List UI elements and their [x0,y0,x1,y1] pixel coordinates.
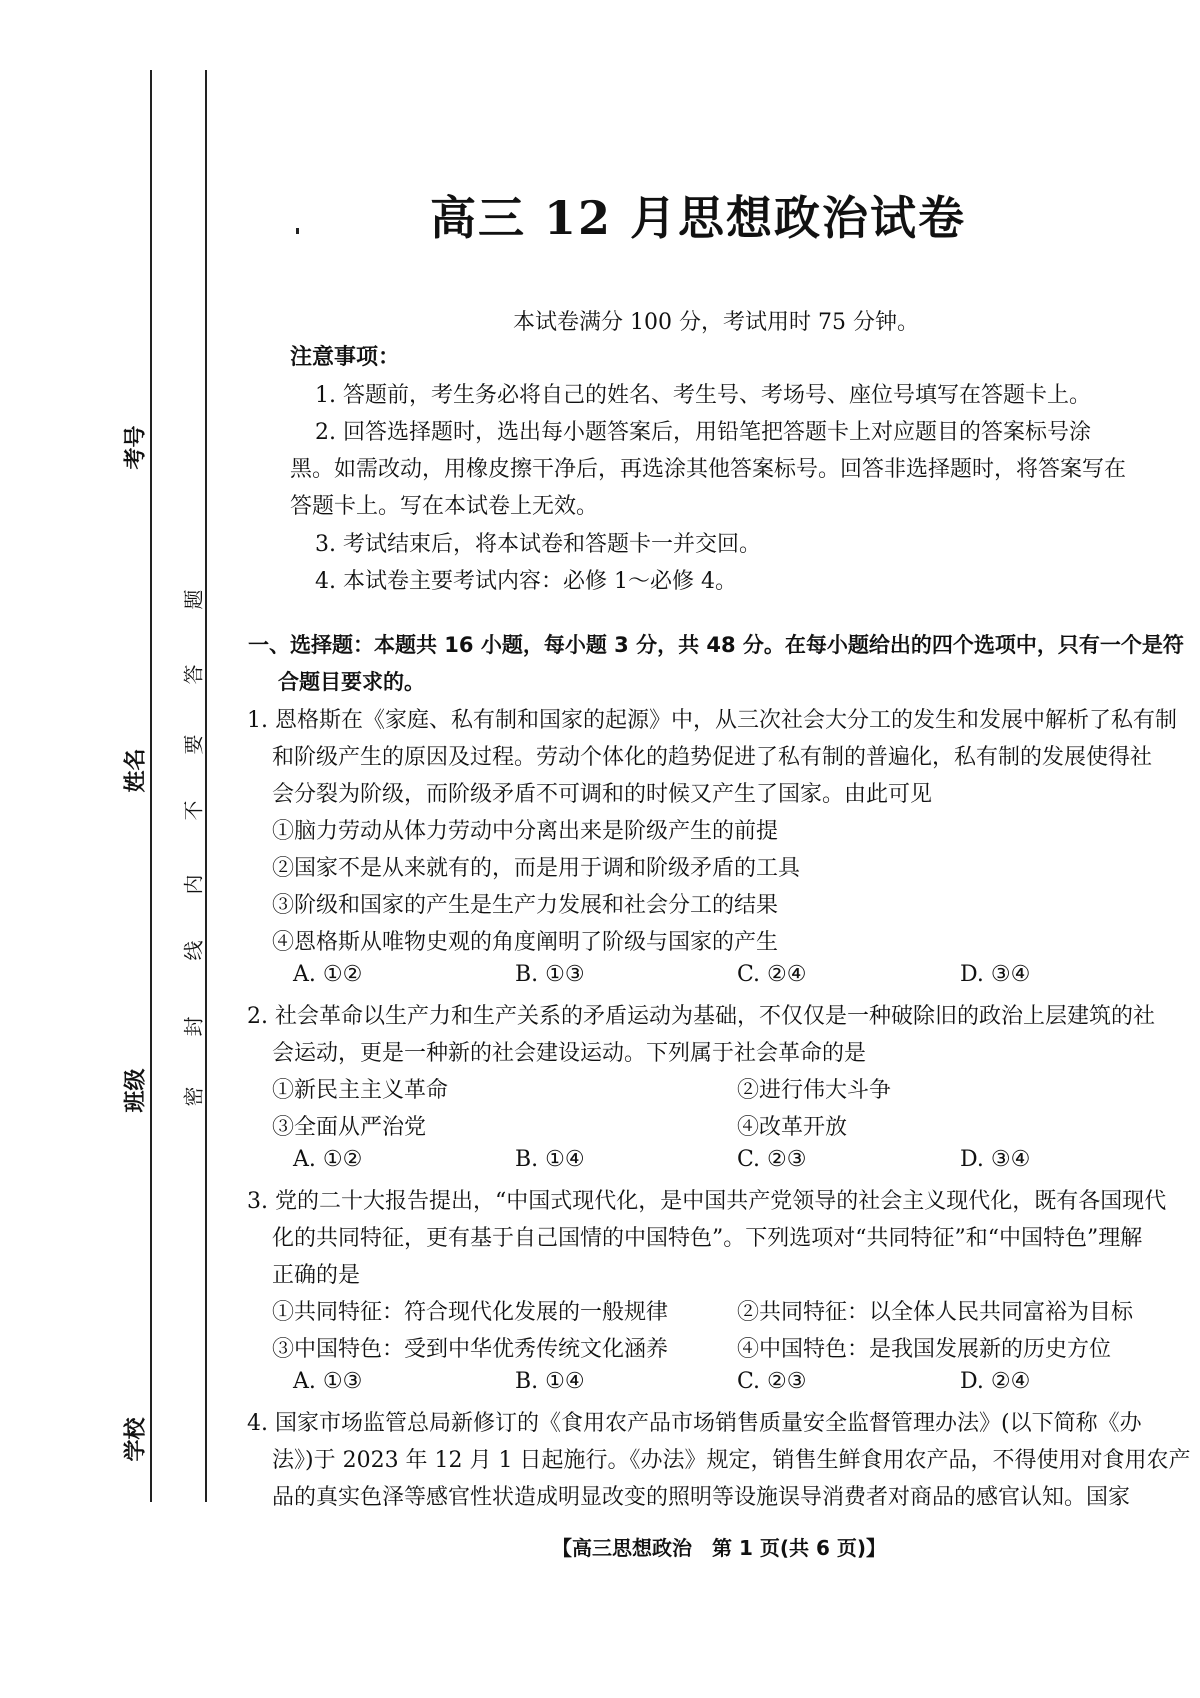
question-2-stem: 2. 社会革命以生产力和生产关系的矛盾运动为基础，不仅仅是一种破除旧的政治上层建筑的社 [247,1004,1155,1029]
question-1-stem: 1. 恩格斯在《家庭、私有制和国家的起源》中，从三次社会大分工的发生和发展中解析了私有制 [247,708,1177,733]
school-line[interactable] [150,1145,152,1395]
question-2-option-d: D. ③④ [960,1147,1031,1172]
seal-char: 线 [181,940,206,961]
field-label-exam-number: 考号 [123,425,149,470]
page-footer: 【高三思想政治 第 1 页(共 6 页)】 [552,1536,886,1560]
question-3-option-b: B. ①④ [515,1369,585,1394]
note-line: 2. 回答选择题时，选出每小题答案后，用铅笔把答题卡上对应题目的答案标号涂 [315,420,1091,445]
question-3-stem: 3. 党的二十大报告提出，“中国式现代化，是中国共产党领导的社会主义现代化，既有各国现代 [247,1189,1167,1214]
note-line: 1. 答题前，考生务必将自己的姓名、考生号、考场号、座位号填写在答题卡上。 [315,383,1091,408]
note-line: 3. 考试结束后，将本试卷和答题卡一并交回。 [315,532,761,557]
stray-mark [296,228,299,234]
question-4-stem: 品的真实色泽等感官性状造成明显改变的照明等设施误导消费者对商品的感官认知。国家 [272,1485,1131,1510]
binding-line-inner [205,70,207,1502]
note-line: 答题卡上。写在本试卷上无效。 [290,494,599,519]
question-3-item: ①共同特征：符合现代化发展的一般规律 [272,1300,669,1325]
question-3-option-a: A. ①③ [293,1369,363,1394]
question-1-item: ②国家不是从来就有的，而是用于调和阶级矛盾的工具 [272,856,801,881]
exam-info: 本试卷满分 100 分，考试用时 75 分钟。 [513,310,919,335]
question-3-item: ④中国特色：是我国发展新的历史方位 [737,1337,1112,1362]
note-line: 4. 本试卷主要考试内容：必修 1～必修 4。 [315,569,737,594]
name-line[interactable] [150,540,152,725]
question-2-option-c: C. ②③ [737,1147,807,1172]
note-line: 黑。如需改动，用橡皮擦干净后，再选涂其他答案标号。回答非选择题时，将答案写在 [290,457,1127,482]
question-3-item: ②共同特征：以全体人民共同富裕为目标 [737,1300,1134,1325]
seal-char: 题 [181,589,206,610]
question-4-stem: 法》)于 2023 年 12 月 1 日起施行。《办法》规定，销售生鲜食用农产品，不得使用对食用农产 [272,1448,1191,1473]
class-line[interactable] [150,840,152,1040]
page-title: 高三 12 月思想政治试卷 [430,191,967,245]
seal-char: 内 [181,874,206,895]
question-3-item: ③中国特色：受到中华优秀传统文化涵养 [272,1337,669,1362]
seal-char: 答 [181,664,206,685]
question-1-item: ④恩格斯从唯物史观的角度阐明了阶级与国家的产生 [272,930,779,955]
question-2-item: ④改革开放 [737,1115,848,1140]
question-3-option-c: C. ②③ [737,1369,807,1394]
question-2-option-a: A. ①② [293,1147,363,1172]
question-2-item: ③全面从严治党 [272,1115,427,1140]
question-1-stem: 和阶级产生的原因及过程。劳动个体化的趋势促进了私有制的普遍化，私有制的发展使得社 [272,745,1153,770]
question-2-item: ①新民主主义革命 [272,1078,449,1103]
field-label-name: 姓名 [123,748,149,793]
notes-heading: 注意事项： [290,345,401,370]
seal-char: 不 [181,800,206,821]
question-3-stem: 正确的是 [272,1263,361,1288]
question-1-option-d: D. ③④ [960,962,1031,987]
exam-number-line[interactable] [150,225,152,400]
question-3-stem: 化的共同特征，更有基于自己国情的中国特色”。下列选项对“共同特征”和“中国特色”理解 [272,1226,1143,1251]
question-4-stem: 4. 国家市场监管总局新修订的《食用农产品市场销售质量安全监督管理办法》(以下简称《办 [247,1411,1142,1436]
question-1-option-b: B. ①③ [515,962,585,987]
question-2-stem: 会运动，更是一种新的社会建设运动。下列属于社会革命的是 [272,1041,867,1066]
question-1-item: ①脑力劳动从体力劳动中分离出来是阶级产生的前提 [272,819,779,844]
question-1-option-a: A. ①② [293,962,363,987]
field-label-class: 班级 [123,1068,149,1113]
seal-char: 要 [181,734,206,755]
question-1-item: ③阶级和国家的产生是生产力发展和社会分工的结果 [272,893,779,918]
section-heading: 一、选择题：本题共 16 小题，每小题 3 分，共 48 分。在每小题给出的四个选项中，只有一个是符 [248,633,1184,657]
question-1-option-c: C. ②④ [737,962,807,987]
seal-char: 封 [181,1016,206,1037]
question-2-item: ②进行伟大斗争 [737,1078,892,1103]
seal-char: 密 [181,1086,206,1107]
section-heading-cont: 合题目要求的。 [278,670,425,694]
question-3-option-d: D. ②④ [960,1369,1031,1394]
question-1-stem: 会分裂为阶级，而阶级矛盾不可调和的时候又产生了国家。由此可见 [272,782,933,807]
question-2-option-b: B. ①④ [515,1147,585,1172]
field-label-school: 学校 [123,1417,149,1462]
